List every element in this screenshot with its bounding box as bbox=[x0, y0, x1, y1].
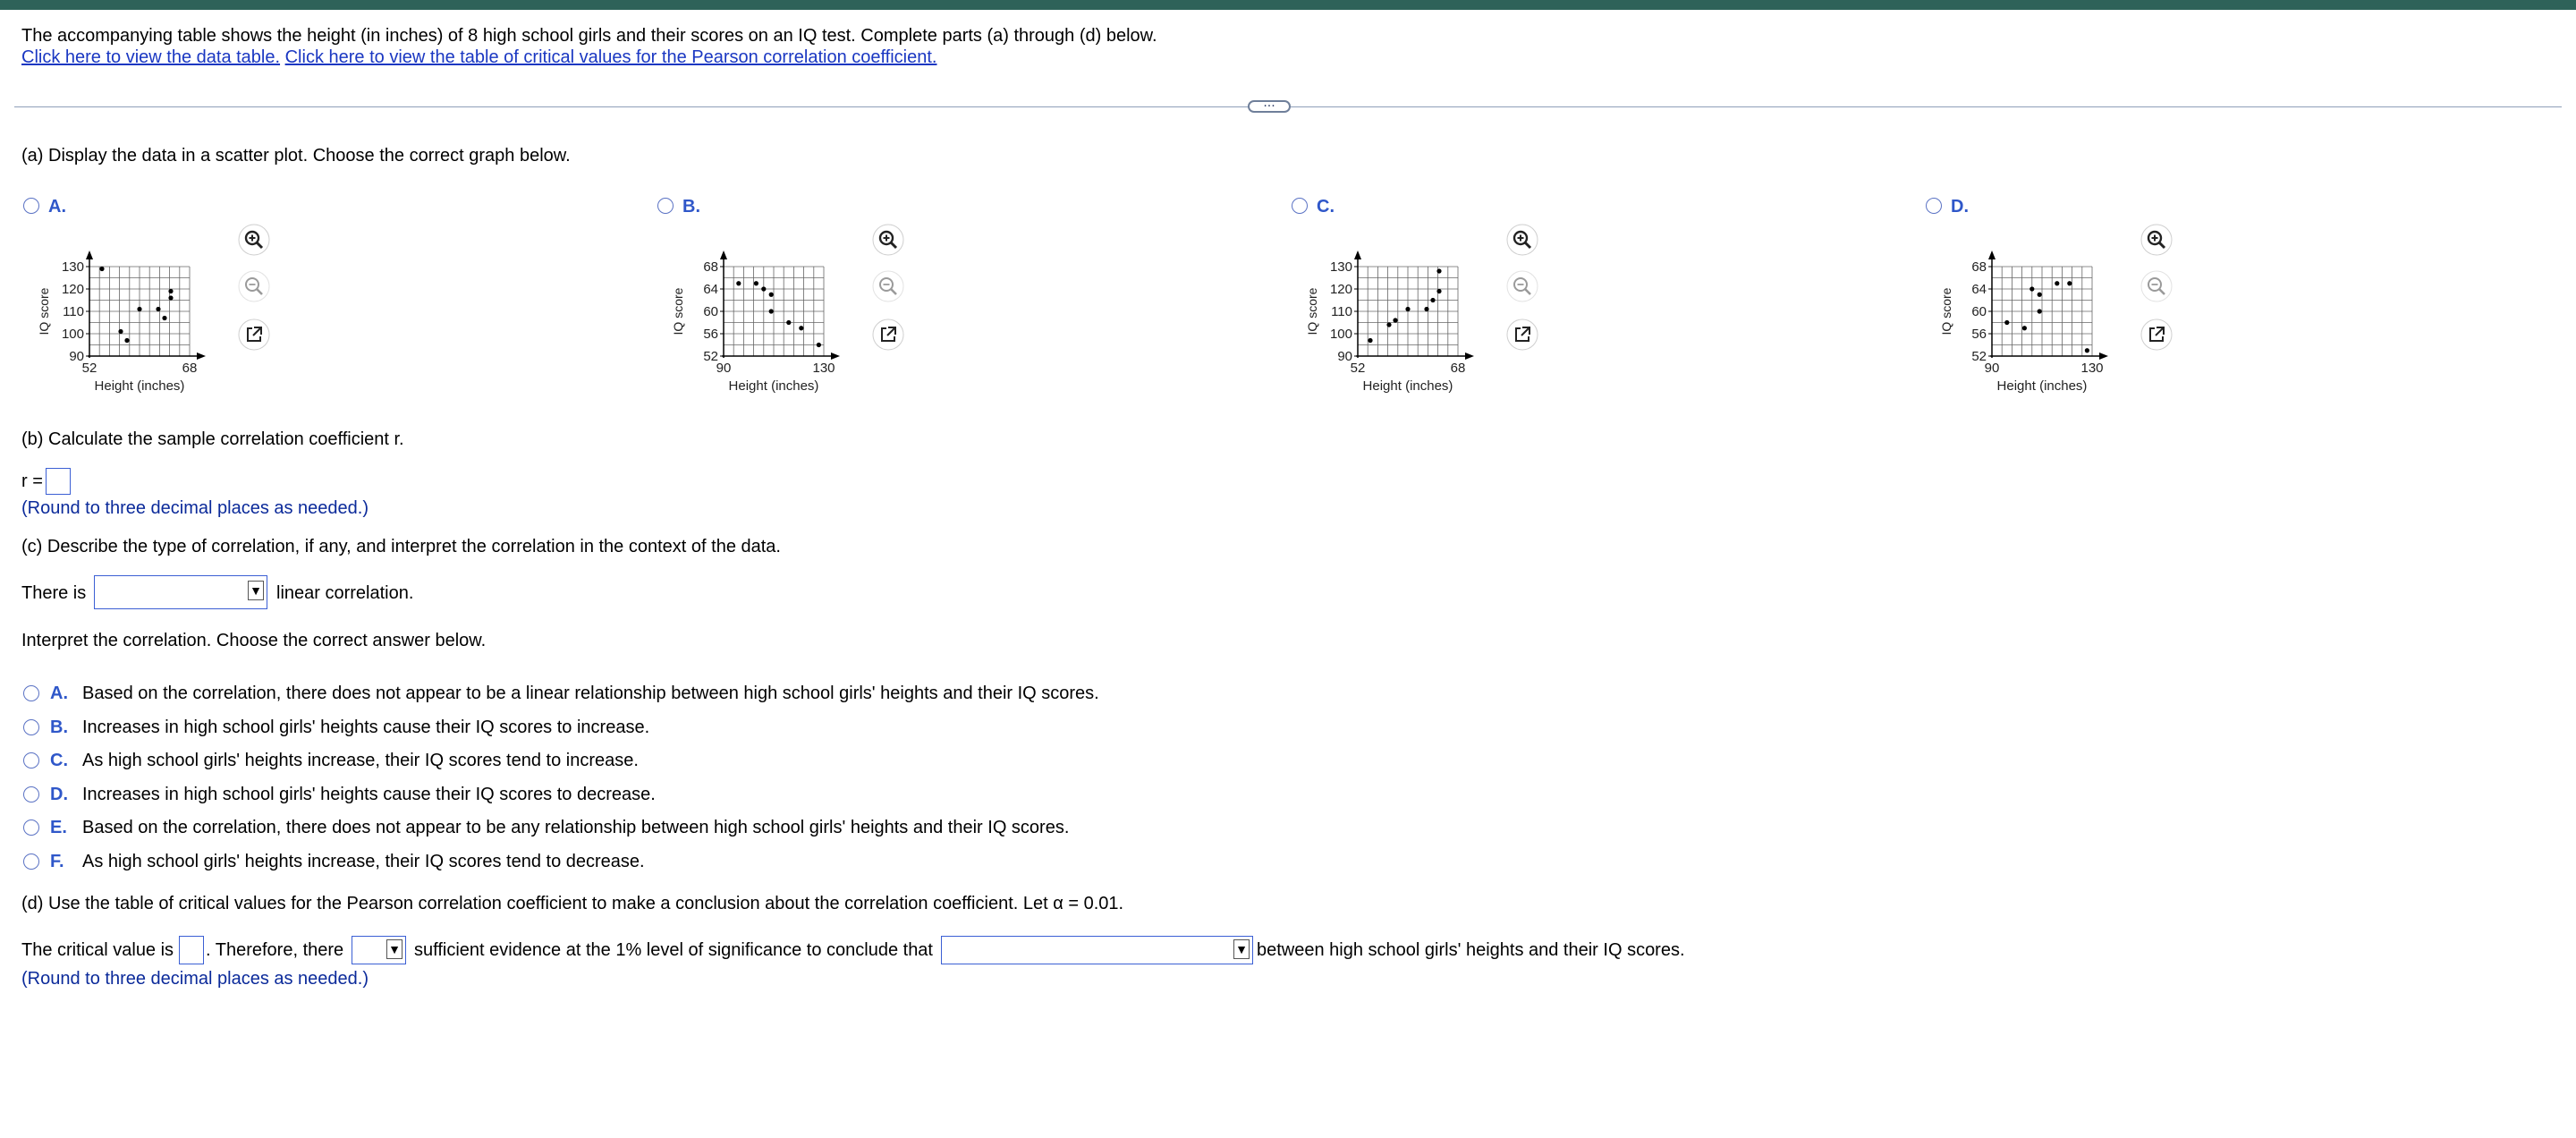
evidence-select[interactable] bbox=[352, 936, 406, 964]
conclusion-select[interactable] bbox=[941, 936, 1253, 964]
part-c-prompt: (c) Describe the type of correlation, if any, and interpret the correlation in the context of the data. bbox=[21, 537, 781, 556]
y-tick-label: 56 bbox=[703, 327, 718, 342]
data-point bbox=[1393, 318, 1397, 322]
graph-option-c-radio[interactable] bbox=[1292, 198, 1308, 214]
data-point bbox=[754, 281, 758, 285]
x-tick-label: 90 bbox=[1984, 361, 2000, 376]
y-axis-label: IQ score bbox=[37, 287, 51, 335]
graph-option-b-letter: B. bbox=[682, 197, 700, 217]
critical-values-link[interactable]: Click here to view the table of critical values for the Pearson correlation coefficient. bbox=[284, 47, 937, 67]
y-axis-label: IQ score bbox=[671, 287, 685, 335]
x-tick-label: 130 bbox=[2080, 361, 2104, 376]
part-d-prompt-text: (d) Use the table of critical values for the Pearson correlation coefficient to make a conclusion about the correlation coefficient. Let bbox=[21, 894, 1054, 913]
y-tick-label: 52 bbox=[1971, 349, 1987, 364]
zoom-in-icon[interactable] bbox=[238, 224, 270, 256]
x-axis-label: Height (inches) bbox=[1362, 378, 1453, 394]
interpret-option-c-radio[interactable] bbox=[23, 752, 39, 769]
data-point bbox=[769, 309, 774, 313]
y-axis-arrow bbox=[1354, 251, 1361, 259]
r-label: r = bbox=[21, 471, 43, 491]
part-b-prompt: (b) Calculate the sample correlation coefficient r. bbox=[21, 429, 404, 449]
r-input[interactable] bbox=[46, 468, 71, 495]
popout-icon[interactable] bbox=[2140, 318, 2173, 351]
data-point bbox=[168, 295, 173, 300]
scatter-plot-b bbox=[656, 222, 870, 401]
y-tick-label: 56 bbox=[1971, 327, 1987, 342]
y-tick-label: 68 bbox=[1971, 259, 1987, 275]
data-point bbox=[799, 326, 803, 330]
data-point bbox=[1436, 268, 1441, 273]
grid-lines bbox=[1992, 267, 2092, 356]
popout-icon[interactable] bbox=[872, 318, 904, 351]
dropdown-arrow-icon: ▼ bbox=[248, 581, 264, 600]
interpret-option-d-letter: D. bbox=[50, 784, 68, 804]
popout-icon[interactable] bbox=[238, 318, 270, 351]
y-tick-label: 60 bbox=[703, 304, 718, 319]
x-axis-label: Height (inches) bbox=[728, 378, 819, 394]
data-point bbox=[1424, 307, 1428, 311]
graph-option-d-radio[interactable] bbox=[1926, 198, 1942, 214]
graph-option-a-letter: A. bbox=[48, 197, 66, 217]
therefore-label: . Therefore, there bbox=[206, 940, 344, 960]
data-point bbox=[156, 307, 160, 311]
zoom-in-icon[interactable] bbox=[2140, 224, 2173, 256]
interpret-option-f-text[interactable]: As high school girls' heights increase, their IQ scores tend to decrease. bbox=[82, 852, 645, 871]
zoom-out-icon[interactable] bbox=[2140, 270, 2173, 302]
graph-option-c-letter: C. bbox=[1317, 197, 1335, 217]
x-axis-label: Height (inches) bbox=[1996, 378, 2088, 394]
data-point bbox=[1405, 307, 1410, 311]
y-axis-arrow bbox=[1988, 251, 1996, 259]
dropdown-arrow-icon: ▼ bbox=[1233, 939, 1250, 959]
x-axis-arrow bbox=[197, 352, 206, 360]
y-tick-label: 68 bbox=[703, 259, 718, 275]
y-tick-label: 120 bbox=[61, 282, 84, 297]
part-b-hint: (Round to three decimal places as needed.) bbox=[21, 498, 369, 518]
y-tick-label: 52 bbox=[703, 349, 718, 364]
more-button[interactable]: ··· bbox=[1248, 100, 1291, 113]
intro-text: The accompanying table shows the height (in inches) of 8 high school girls and their scores on an IQ test. Complete parts (a) through (d) below. bbox=[21, 26, 1157, 46]
interpret-option-f-radio[interactable] bbox=[23, 854, 39, 870]
y-tick-label: 90 bbox=[1337, 349, 1352, 364]
y-tick-label: 100 bbox=[61, 327, 84, 342]
y-tick-label: 64 bbox=[1971, 282, 1987, 297]
interpret-option-c-letter: C. bbox=[50, 751, 68, 771]
y-tick-label: 120 bbox=[1329, 282, 1352, 297]
data-point bbox=[736, 281, 741, 285]
sufficient-label: sufficient evidence at the 1% level of significance to conclude that bbox=[414, 940, 933, 960]
alpha-value: α = 0.01. bbox=[1053, 894, 1124, 913]
interpret-option-b-letter: B. bbox=[50, 717, 68, 737]
data-point bbox=[99, 267, 104, 271]
data-point bbox=[118, 329, 123, 334]
interpret-option-a-letter: A. bbox=[50, 684, 68, 703]
x-tick-label: 52 bbox=[1350, 361, 1366, 376]
data-point bbox=[2004, 320, 2009, 325]
x-axis-arrow bbox=[831, 352, 840, 360]
linear-correlation-label: linear correlation. bbox=[276, 583, 414, 603]
data-point bbox=[2085, 348, 2089, 352]
data-point bbox=[1386, 322, 1391, 327]
top-bar bbox=[0, 0, 2576, 10]
x-axis-arrow bbox=[1465, 352, 1474, 360]
data-point bbox=[1436, 289, 1441, 293]
there-is-label: There is bbox=[21, 583, 87, 603]
y-tick-label: 64 bbox=[703, 282, 718, 297]
data-point bbox=[1430, 298, 1435, 302]
data-point bbox=[2022, 326, 2027, 330]
y-tick-label: 60 bbox=[1971, 304, 1987, 319]
data-table-link[interactable]: Click here to view the data table. bbox=[21, 47, 281, 67]
scatter-plot-c bbox=[1290, 222, 1504, 401]
y-axis-label: IQ score bbox=[1305, 287, 1319, 335]
interpret-prompt: Interpret the correlation. Choose the correct answer below. bbox=[21, 631, 487, 650]
zoom-out-icon[interactable] bbox=[238, 270, 270, 302]
y-tick-label: 100 bbox=[1329, 327, 1352, 342]
interpret-option-e-text[interactable]: Based on the correlation, there does not appear to be any relationship between high school girls' heights and their IQ scores. bbox=[82, 818, 1070, 838]
correlation-type-select[interactable] bbox=[94, 575, 267, 609]
scatter-plot-a bbox=[21, 222, 236, 401]
data-point bbox=[162, 316, 166, 320]
interpret-option-d-radio[interactable] bbox=[23, 786, 39, 803]
data-point bbox=[1368, 338, 1372, 343]
y-tick-label: 130 bbox=[1329, 259, 1352, 275]
part-d-hint: (Round to three decimal places as needed.) bbox=[21, 969, 369, 989]
graph-option-d-letter: D. bbox=[1951, 197, 1969, 217]
zoom-out-icon[interactable] bbox=[872, 270, 904, 302]
y-tick-label: 130 bbox=[61, 259, 84, 275]
part-a-prompt: (a) Display the data in a scatter plot. Choose the correct graph below. bbox=[21, 146, 571, 166]
interpret-option-b-text[interactable]: Increases in high school girls' heights cause their IQ scores to increase. bbox=[82, 717, 650, 737]
data-point bbox=[168, 289, 173, 293]
x-tick-label: 68 bbox=[182, 361, 198, 376]
data-point bbox=[124, 338, 129, 343]
data-point bbox=[769, 293, 774, 297]
x-axis-arrow bbox=[2099, 352, 2108, 360]
graph-option-a-radio[interactable] bbox=[23, 198, 39, 214]
interpret-option-c-text[interactable]: As high school girls' heights increase, their IQ scores tend to increase. bbox=[82, 751, 639, 771]
interpret-option-b-radio[interactable] bbox=[23, 719, 39, 735]
critical-value-label: The critical value is bbox=[21, 940, 174, 960]
graph-option-b-radio[interactable] bbox=[657, 198, 674, 214]
interpret-option-d-text[interactable]: Increases in high school girls' heights cause their IQ scores to decrease. bbox=[82, 784, 656, 804]
x-tick-label: 130 bbox=[812, 361, 835, 376]
data-point bbox=[2029, 286, 2034, 291]
scatter-plot-d bbox=[1924, 222, 2139, 401]
zoom-out-icon[interactable] bbox=[1506, 270, 1538, 302]
y-tick-label: 110 bbox=[63, 304, 84, 319]
y-tick-label: 110 bbox=[1331, 304, 1352, 319]
popout-icon[interactable] bbox=[1506, 318, 1538, 351]
part-d-prompt bbox=[21, 893, 1123, 914]
data-point bbox=[2038, 293, 2042, 297]
critical-value-input[interactable] bbox=[179, 936, 204, 964]
y-axis-arrow bbox=[86, 251, 93, 259]
data-point bbox=[2055, 281, 2059, 285]
data-point bbox=[137, 307, 141, 311]
interpret-option-f-letter: F. bbox=[50, 852, 64, 871]
grid-lines bbox=[724, 267, 824, 356]
data-point bbox=[817, 343, 821, 347]
y-axis-label: IQ score bbox=[1939, 287, 1953, 335]
dropdown-arrow-icon: ▼ bbox=[386, 939, 402, 959]
interpret-option-e-radio[interactable] bbox=[23, 820, 39, 836]
zoom-in-icon[interactable] bbox=[872, 224, 904, 256]
y-axis-arrow bbox=[720, 251, 727, 259]
y-tick-label: 90 bbox=[69, 349, 84, 364]
data-point bbox=[2038, 309, 2042, 313]
interpret-option-a-text[interactable]: Based on the correlation, there does not appear to be a linear relationship between high school girls' heights and their IQ scores. bbox=[82, 684, 1099, 703]
tail-label: between high school girls' heights and their IQ scores. bbox=[1257, 940, 1685, 960]
x-tick-label: 68 bbox=[1450, 361, 1466, 376]
data-point bbox=[2067, 281, 2072, 285]
x-tick-label: 90 bbox=[716, 361, 732, 376]
zoom-in-icon[interactable] bbox=[1506, 224, 1538, 256]
interpret-option-a-radio[interactable] bbox=[23, 685, 39, 701]
intro-links bbox=[21, 47, 937, 68]
data-point bbox=[786, 320, 791, 325]
x-axis-label: Height (inches) bbox=[94, 378, 185, 394]
x-tick-label: 52 bbox=[81, 361, 97, 376]
data-point bbox=[761, 286, 766, 291]
interpret-option-e-letter: E. bbox=[50, 818, 67, 838]
